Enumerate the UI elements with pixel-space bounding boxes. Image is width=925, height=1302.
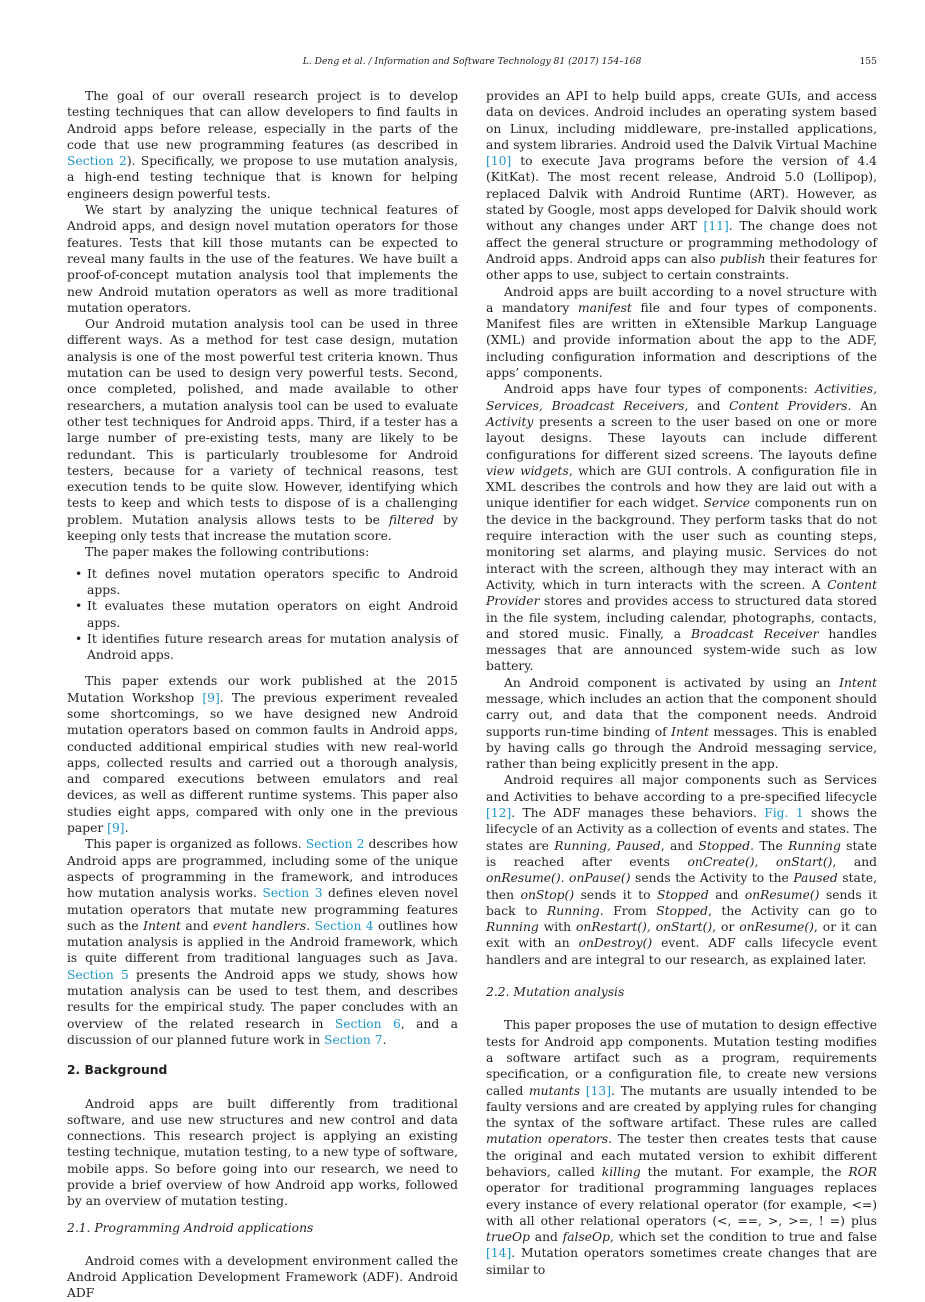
section-heading: 2. Background bbox=[67, 1063, 168, 1078]
contributions-list bbox=[67, 566, 458, 664]
section-link[interactable]: Section 7 bbox=[324, 1032, 383, 1047]
reference-link[interactable]: [9] bbox=[202, 690, 220, 705]
paragraph: The paper makes the following contributions: bbox=[85, 545, 370, 560]
reference-link[interactable]: [14] bbox=[486, 1246, 512, 1261]
running-header bbox=[67, 56, 877, 70]
section-link[interactable]: Section 5 bbox=[67, 967, 129, 982]
paragraph: An Android component is activated by using an Intent message, which includes an action that the component should carry out, and data that the component needs. Android supports run-time binding of Intent messages. This is enabled by having calls go through the Android messaging service, rather than being explicitly present in the app. bbox=[486, 675, 878, 772]
list-item: • It identifies future research areas for mutation analysis of Android apps. bbox=[75, 631, 458, 663]
right-column bbox=[486, 88, 877, 1278]
reference-link[interactable]: [9] bbox=[107, 821, 125, 836]
reference-link[interactable]: [13] bbox=[585, 1083, 612, 1098]
figure-link[interactable]: Fig. 1 bbox=[764, 806, 804, 821]
list-item: • It evaluates these mutation operators on eight Android apps. bbox=[75, 599, 458, 630]
section-link[interactable]: Section 6 bbox=[334, 1016, 401, 1031]
paragraph: We start by analyzing the unique technical features of Android apps, and design novel mutation operators for those features. Tests that kill those mutants can be expected to reveal many faults in the use of the features. We have built a proof-of-concept mutation analysis tool that implements the new Android mutation operators as well as more traditional mutation operators. bbox=[67, 203, 458, 315]
paragraph: This paper extends our work published at the 2015 Mutation Workshop [9]. The previous experiment revealed some shortcomings, so we have designed new Android mutation operators based on common faults in Android apps, conducted additional empirical studies with new real-world apps, collected results and carried out a thorough analysis, and compared executions between emulators and real devices, as well as different runtime systems. This paper also studies eight apps, compared with only one in the previous paper [9]. bbox=[67, 674, 459, 836]
subsection-heading: 2.1. Programming Android applications bbox=[67, 1220, 314, 1235]
subsection-heading: 2.2. Mutation analysis bbox=[486, 985, 625, 1000]
reference-link[interactable]: [11] bbox=[703, 219, 729, 234]
journal-citation: L. Deng et al. / Information and Software Technology 81 (2017) 154–168 bbox=[302, 56, 642, 67]
bullet-icon: • bbox=[75, 599, 83, 614]
paragraph: Android apps are built according to a novel structure with a mandatory manifest file and four types of components. Manifest files are written in eXtensible Markup Language (XML) and provide information about the app to the ADF, including configuration information and descriptions of the apps’ components. bbox=[486, 284, 877, 381]
paragraph: Android comes with a development environment called the Android Application Development Framework (ADF). Android ADF bbox=[67, 1253, 458, 1301]
page-number: 155 bbox=[859, 56, 877, 67]
section-link[interactable]: Section 2 bbox=[67, 154, 127, 169]
reference-link[interactable]: [10] bbox=[486, 154, 512, 169]
reference-link[interactable]: [12] bbox=[486, 806, 512, 821]
section-link[interactable]: Section 4 bbox=[314, 918, 374, 933]
section-link[interactable]: Section 2 bbox=[305, 837, 365, 852]
paragraph: This paper proposes the use of mutation to design effective tests for Android app components. Mutation testing modifies a software artifact such as a program, requirements specification, or a configuration file, to create new versions called mutants [13]. The mutants are usually intended to be faulty versions and are created by applying rules for changing the syntax of the software artifact. These rules are called mutation operators. The tester then creates tests that cause the original and each mutated version to exhibit different behaviors, called killing the mutant. For example, the ROR operator for traditional programming languages replaces every instance of every relational operator (for example, <=) with all other relational operators (<, ==, >, >=, ! =) plus trueOp and falseOp, which set the condition to true and false [14]. Mutation operators sometimes create changes that are similar to bbox=[486, 1018, 877, 1277]
list-item: • It defines novel mutation operators specific to Android apps. bbox=[75, 566, 458, 597]
paragraph: Android requires all major components such as Services and Activities to behave according to a pre-specified lifecycle [12]. The ADF manages these behaviors. Fig. 1 shows the lifecycle of an Activity as a collection of events and states. The states are Running, Paused, and Stopped. The Running state is reached after events onCreate(), onStart(), and onResume(). onPause() sends the Activity to the Paused state, then onStop() sends it to Stopped and onResume() sends it back to Running. From Stopped, the Activity can go to Running with onRestart(), onStart(), or onResume(), or it can exit with an onDestroy() event. ADF calls lifecycle event handlers and are integral to our research, as explained later. bbox=[486, 773, 878, 967]
paragraph: Android apps are built differently from traditional software, and use new structures and new control and data connections. This research project is applying an existing testing technique, mutation testing, to a new type of software, mobile apps. So before going into our research, we need to provide a brief overview of how Android app works, followed by an overview of mutation testing. bbox=[67, 1096, 458, 1209]
paragraph: provides an API to help build apps, create GUIs, and access data on devices. Android includes an operating system based on Linux, including middleware, pre-installed applications, and system libraries. Android used the Dalvik Virtual Machine [10] to execute Java programs before the version of 4.4 (KitKat). The most recent release, Android 5.0 (Lollipop), replaced Dalvik with Android Runtime (ART). However, as stated by Google, most apps developed for Dalvik should work without any changes under ART [11]. The change does not affect the general structure or programming methodology of Android apps. Android apps can also publish their features for other apps to use, subject to certain constraints. bbox=[486, 89, 878, 283]
paragraph: The goal of our overall research project is to develop testing techniques that can allow developers to find faults in Android apps before release, especially in the parts of the code that use new programming features (as described in Section 2). Specifically, we propose to use mutation analysis, a high-end testing technique that is known for helping engineers design powerful tests. bbox=[67, 89, 458, 201]
paragraph: This paper is organized as follows. Section 2 describes how Android apps are programmed, including some of the unique aspects of programming in the framework, and introduces how mutation analysis works. Section 3 defines eleven novel mutation operators that mutate new programming features such as the Intent and event handlers. Section 4 outlines how mutation analysis is applied in the Android framework, which is quite different from traditional languages such as Java. Section 5 presents the Android apps we study, shows how mutation analysis can be used to test them, and describes results for the empirical study. The paper concludes with an overview of the related research in Section 6, and a discussion of our planned future work in Section 7. bbox=[67, 837, 459, 1047]
left-column bbox=[67, 88, 458, 1302]
paragraph: Our Android mutation analysis tool can be used in three different ways. As a method for test case design, mutation analysis is one of the most powerful test criteria known. Thus mutation can be used to design very powerful tests. Second, once completed, polished, and made available to other researchers, a mutation analysis tool can be used to evaluate other test techniques for Android apps. Third, if a tester has a large number of pre-existing tests, many are likely to be redundant. This is particularly troublesome for Android testers, because for a variety of technical reasons, test execution tends to be quite slow. However, identifying which tests to keep and which tests to dispose of is a challenging problem. Mutation analysis allows tests to be filtered by keeping only tests that increase the mutation score. bbox=[67, 317, 458, 544]
bullet-icon: • bbox=[75, 566, 83, 581]
paragraph: Android apps have four types of components: Activities, Services, Broadcast Receivers, and Content Providers. An Activity presents a screen to the user based on one or more layout designs. These layouts can include different configurations for different sized screens. The layouts define view widgets, which are GUI controls. A configuration file in XML describes the controls and how they are laid out with a unique identifier for each widget. Service components run on the device in the background. They perform tasks that do not require interaction with the user such as counting steps, monitoring set alarms, and playing music. Services do not interact with the screen, although they may interact with an Activity, which in turn interacts with the screen. A Content Provider stores and provides access to structured data stored in the file system, including calendar, photographs, contacts, and stored music. Finally, a Broadcast Receiver handles messages that are announced system-wide such as low battery. bbox=[486, 382, 878, 674]
section-link[interactable]: Section 3 bbox=[262, 886, 323, 901]
bullet-icon: • bbox=[75, 631, 83, 646]
